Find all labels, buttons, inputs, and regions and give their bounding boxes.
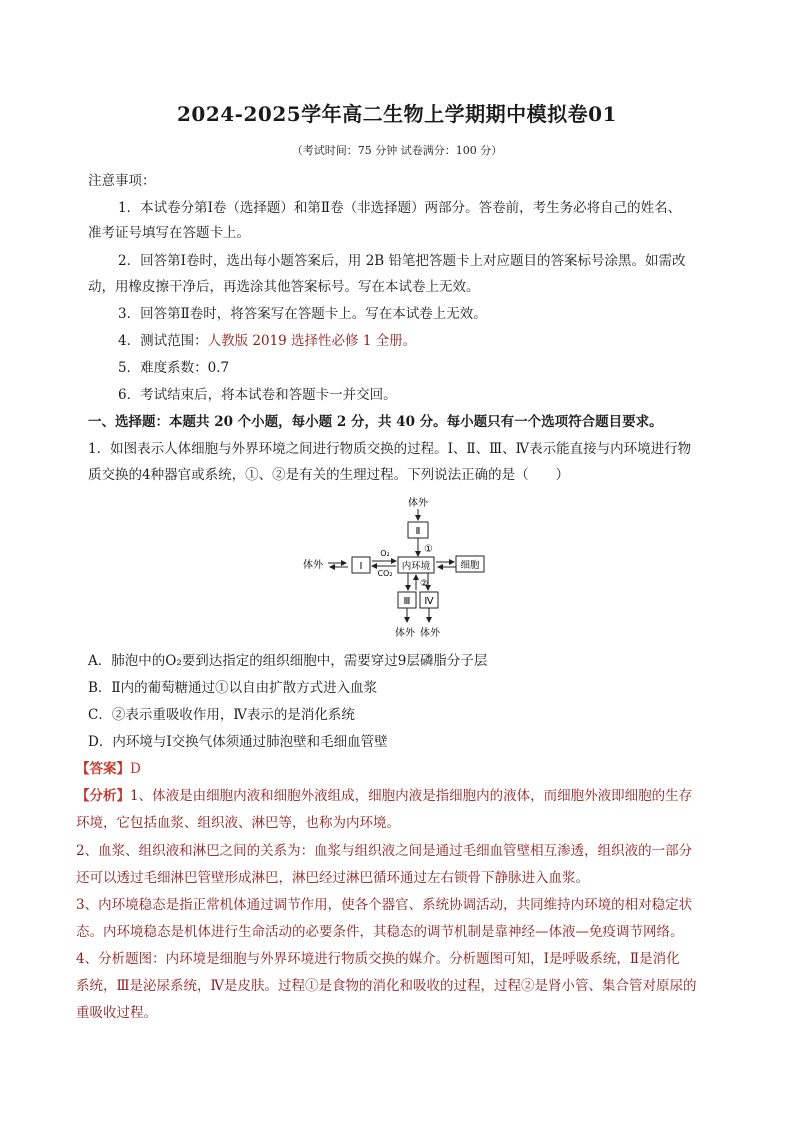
label-o2: O₂ [380,549,390,558]
analysis-4b: 系统，Ⅲ是泌尿系统，Ⅳ是皮肤。过程①是食物的消化和吸收的过程，过程②是肾小管、集合管对原尿的 [76,978,697,994]
label-iii: Ⅲ [403,596,411,607]
notice-item-4 [118,332,728,350]
exam-info: （考试时间：75 分钟 试卷满分：100 分） [291,144,503,157]
label-ii: Ⅱ [415,526,421,537]
answer-value: D [130,761,141,777]
label-i: Ⅰ [359,561,363,572]
analysis-1a [76,787,716,805]
notice-item-1b: 准考证号填写在答题卡上。 [88,225,250,241]
label-outside-top: 体外 [408,498,428,509]
question-1-stem-b: 质交换的4种器官或系统，①、②是有关的生理过程。下列说法正确的是（ ） [88,467,570,483]
option-b: B．Ⅱ内的葡萄糖通过①以自由扩散方式进入血浆 [88,680,378,696]
label-outside-bottom-2: 体外 [420,628,440,639]
notice-item-2b: 动，用橡皮擦干净后，再选涂其他答案标号。写在本试卷上无效。 [88,279,480,295]
exchange-diagram [300,494,500,642]
analysis-3b: 态。内环境稳态是机体进行生命活动的必要条件，其稳态的调节机制是靠神经—体液—免疫调节网络。 [76,924,684,940]
analysis-2b: 还可以透过毛细淋巴管壁形成淋巴，淋巴经过淋巴循环通过左右锁骨下静脉进入血浆。 [76,870,589,886]
notice-item-4-scope: 人教版 2019 选择性必修 1 全册。 [207,333,417,349]
notice-heading: 注意事项： [88,173,156,189]
label-process-1: ① [424,544,433,555]
label-outside-left: 体外 [303,560,323,571]
label-iv: Ⅳ [424,596,434,607]
label-inner-environment: 内环境 [401,561,431,572]
analysis-1a-text: 1、体液是由细胞内液和细胞外液组成，细胞内液是指细胞内的液体，而细胞外液即细胞的生存 [130,788,693,804]
notice-item-2a: 2．回答第Ⅰ卷时，选出每小题答案后，用 2B 铅笔把答题卡上对应题目的答案标号涂黑。如需改 [118,253,686,269]
analysis-2a: 2、血浆、组织液和淋巴之间的关系为：血浆与组织液之间是通过毛细血管壁相互渗透，组织液的一部分 [76,843,693,859]
analysis-3a: 3、内环境稳态是指正常机体通过调节作用，使各个器官、系统协调活动，共同维持内环境的相对稳定状 [76,897,693,913]
label-co2: CO₂ [377,569,393,578]
label-outside-bottom-1: 体外 [395,628,415,639]
notice-item-1a: 1．本试卷分第Ⅰ卷（选择题）和第Ⅱ卷（非选择题）两部分。答卷前，考生务必将自己的姓名、 [118,200,682,216]
analysis-tag: 【分析】 [76,788,130,804]
notice-item-5: 5．难度系数：0.7 [118,360,230,376]
section-heading: 一、选择题：本题共 20 个小题，每小题 2 分，共 40 分。每小题只有一个选项符合题目要求。 [88,414,663,430]
notice-item-6: 6．考试结束后，将本试卷和答题卡一并交回。 [118,387,397,403]
notice-item-3: 3．回答第Ⅱ卷时，将答案写在答题卡上。写在本试卷上无效。 [118,306,487,322]
label-process-2: ② [420,579,429,589]
answer-tag: 【答案】 [76,761,130,777]
notice-item-4-prefix: 4．测试范围： [118,333,208,349]
option-d: D．内环境与Ⅰ交换气体须通过肺泡壁和毛细血管壁 [88,734,388,750]
label-cell: 细胞 [460,560,480,571]
analysis-1b: 环境，它包括血浆、组织液、淋巴等，也称为内环境。 [76,815,400,831]
analysis-4a: 4、分析题图：内环境是细胞与外界环境进行物质交换的媒介。分析题图可知，Ⅰ是呼吸系统，Ⅱ是消化 [76,951,680,967]
analysis-4c: 重吸收过程。 [76,1005,157,1021]
option-a: A．肺泡中的O₂要到达指定的组织细胞中，需要穿过9层磷脂分子层 [88,653,488,669]
option-c: C．②表示重吸收作用，Ⅳ表示的是消化系统 [88,707,355,723]
answer-line [76,760,716,778]
page-title: 2024-2025学年高二生物上学期期中模拟卷01 [177,102,617,126]
question-1-stem-a: 1．如图表示人体细胞与外界环境之间进行物质交换的过程。Ⅰ、Ⅱ、Ⅲ、Ⅳ表示能直接与内环境进行物 [88,441,692,457]
